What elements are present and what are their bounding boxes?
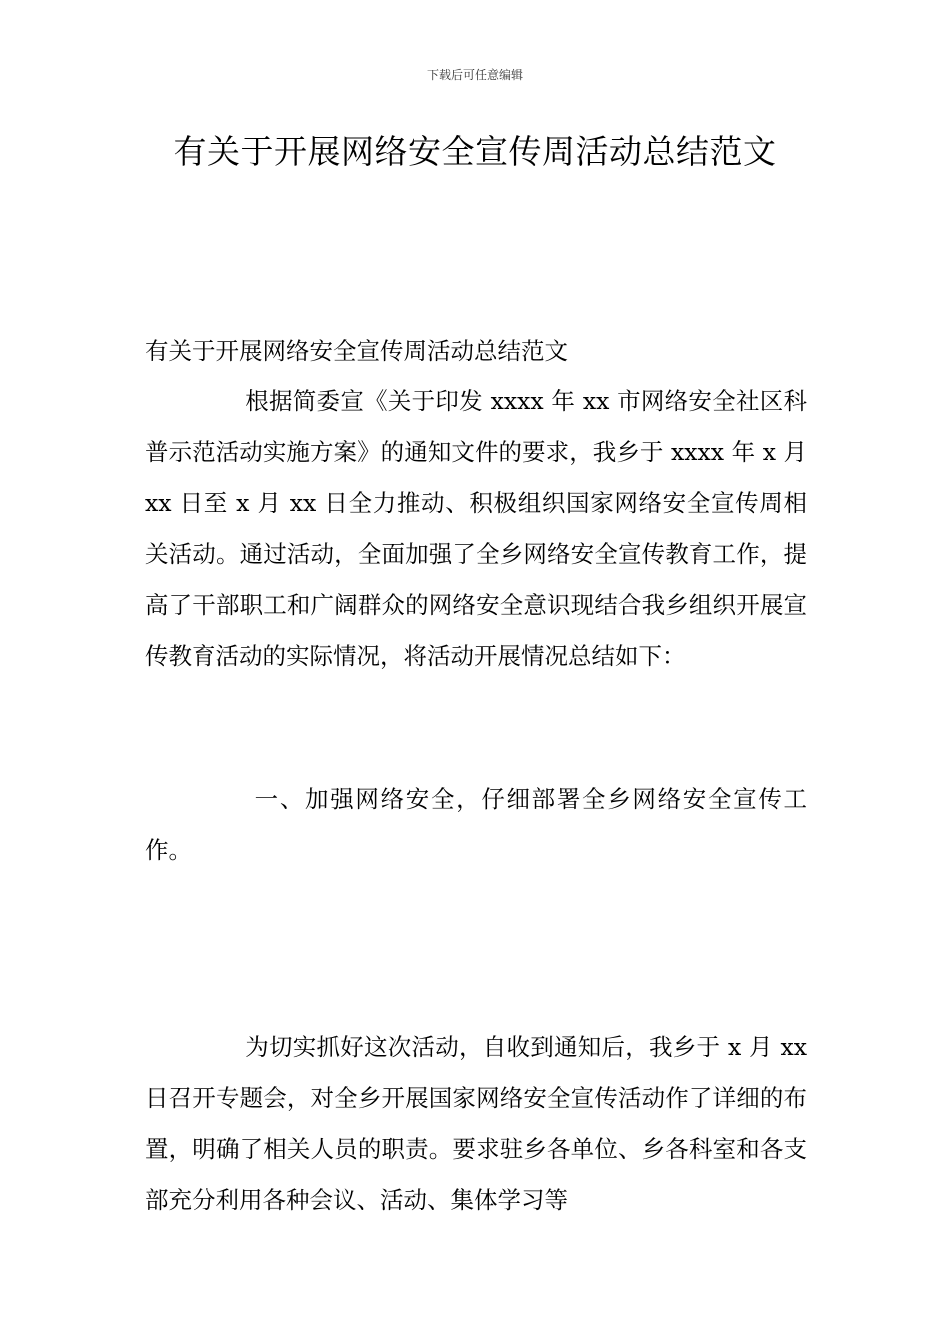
paragraph-2 [145,1022,807,1226]
section-heading-1-text: 一、加强网络安全，仔细部署全乡网络安全宣传工作。 [145,785,807,864]
document-subtitle: 有关于开展网络安全宣传周活动总结范文 [145,337,568,365]
paragraph-2-text: 为切实抓好这次活动，自收到通知后，我乡于 x 月 xx 日召开专题会，对全乡开展国家网络安全宣传活动作了详细的布置，明确了相关人员的职责。要求驻乡各单位、乡各科室和各支部充分利用各种会议、活动、集体学习等 [145,1033,807,1214]
section-heading-1 [145,774,807,876]
header-note: 下载后可任意编辑 [426,68,523,82]
document-title: 有关于开展网络安全宣传周活动总结范文 [173,132,777,171]
paragraph-intro-text: 根据简委宣《关于印发 xxxx 年 xx 市网络安全社区科普示范活动实施方案》的通知文件的要求，我乡于 xxxx 年 x 月 xx 日至 x 月 xx 日全力推动、积极组织国家网络安全宣传周相关活动。通过活动，全面加强了全乡网络安全宣传教育工作，提高了干部职工和广阔群众的网络安全意识现结合我乡组织开展宣传教育活动的实际情况，将活动开展情况总结如下： [145,387,807,670]
paragraph-intro [145,376,807,682]
